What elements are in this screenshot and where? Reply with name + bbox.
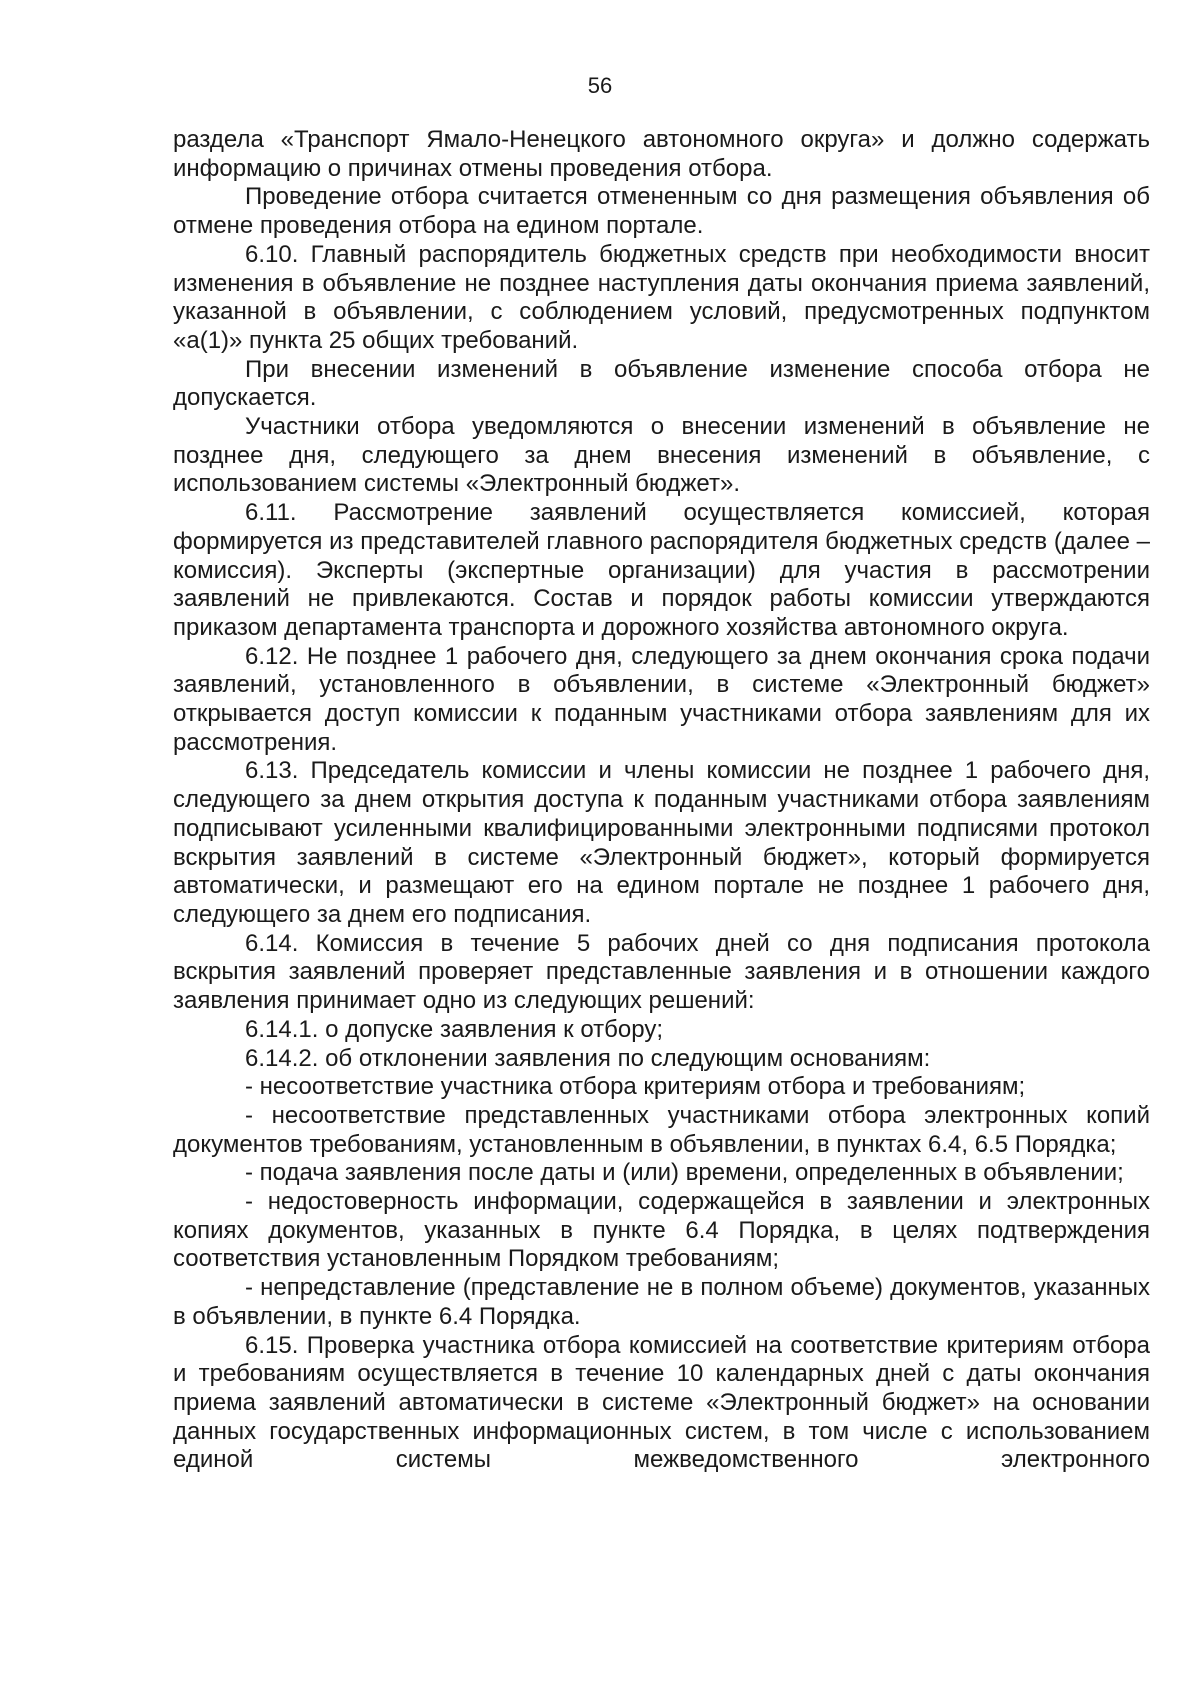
paragraph: 6.10. Главный распорядитель бюджетных средств при необходимости вносит изменения в объявление не позднее наступления даты окончания приема заявлений, указанной в объявлении, с соблюдением условий, предусмотренных подпунктом «а(1)» пункта 25 общих требований. (173, 240, 1150, 354)
paragraph: - недостоверность информации, содержащейся в заявлении и электронных копиях документов, указанных в пункте 6.4 Порядка, в целях подтверждения соответствия установленным Порядком требованиям; (173, 1188, 1150, 1273)
paragraph: Проведение отбора считается отмененным со дня размещения объявления об отмене проведения отбора на едином портале. (173, 183, 1150, 240)
paragraph: Участники отбора уведомляются о внесении изменений в объявление не позднее дня, следующего за днем внесения изменений в объявление, с использованием системы «Электронный бюджет». (173, 413, 1150, 498)
paragraph: 6.14.2. об отклонении заявления по следующим основаниям: (245, 1044, 931, 1072)
document-body (173, 126, 1150, 1475)
paragraph: раздела «Транспорт Ямало-Ненецкого автономного округа» и должно содержать информацию о причинах отмены проведения отбора. (173, 126, 1150, 182)
paragraph: 6.13. Председатель комиссии и члены комиссии не позднее 1 рабочего дня, следующего за днем открытия доступа к поданным участниками отбора заявлениям подписывают усиленными квалифицированными электронными подписями протокол вскрытия заявлений в системе «Электронный бюджет», который формируется автоматически, и размещают его на едином портале не позднее 1 рабочего дня, следующего за днем его подписания. (173, 757, 1150, 928)
paragraph: 6.15. Проверка участника отбора комиссией на соответствие критериям отбора и требованиям осуществляется в течение 10 календарных дней с даты окончания приема заявлений автоматически в системе «Электронный бюджет» на основании данных государственных информационных систем, в том числе с использованием единой системы межведомственного электронного (173, 1331, 1150, 1474)
paragraph: 6.12. Не позднее 1 рабочего дня, следующего за днем окончания срока подачи заявлений, установленного в объявлении, в системе «Электронный бюджет» открывается доступ комиссии к поданным участниками отбора заявлениям для их рассмотрения. (173, 642, 1150, 756)
paragraph: - подача заявления после даты и (или) времени, определенных в объявлении; (245, 1159, 1124, 1187)
paragraph: - непредставление (представление не в полном объеме) документов, указанных в объявлении, в пункте 6.4 Порядка. (173, 1274, 1150, 1330)
paragraph: - несоответствие представленных участниками отбора электронных копий документов требованиям, установленным в объявлении, в пунктах 6.4, 6.5 Порядка; (173, 1101, 1150, 1158)
paragraph: При внесении изменений в объявление изменение способа отбора не допускается. (173, 355, 1150, 412)
page-number: 56 (587, 73, 613, 98)
paragraph: 6.14. Комиссия в течение 5 рабочих дней со дня подписания протокола вскрытия заявлений проверяет представленные заявления и в отношении каждого заявления принимает одно из следующих решений: (173, 929, 1150, 1015)
paragraph: 6.14.1. о допуске заявления к отбору; (245, 1015, 663, 1043)
paragraph: - несоответствие участника отбора критериям отбора и требованиям; (245, 1073, 1026, 1101)
paragraph: 6.11. Рассмотрение заявлений осуществляется комиссией, которая формируется из представителей главного распорядителя бюджетных средств (далее – комиссия). Эксперты (экспертные организации) для участия в рассмотрении заявлений не привлекаются. Состав и порядок работы комиссии утверждаются приказом департамента транспорта и дорожного хозяйства автономного округа. (173, 499, 1150, 641)
